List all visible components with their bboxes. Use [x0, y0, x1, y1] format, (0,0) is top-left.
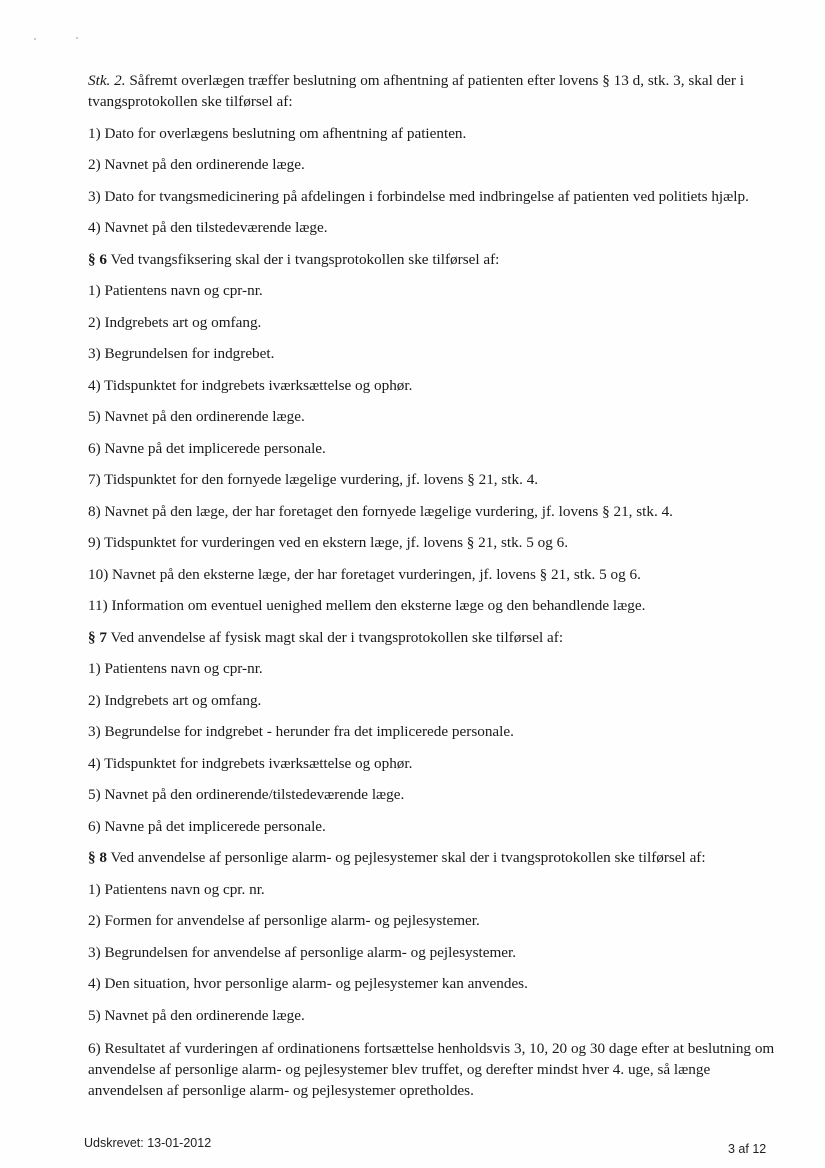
section-7-item: 1) Patientens navn og cpr-nr. [88, 660, 263, 677]
section-6-item: 2) Indgrebets art og omfang. [88, 313, 262, 331]
section-7-item: 4) Tidspunktet for indgrebets iværksættelse og ophør. [88, 754, 413, 772]
section-6-item: 9) Tidspunktet for vurderingen ved en ekstern læge, jf. lovens § 21, stk. 5 og 6. [88, 534, 569, 551]
section-8-item: 4) Den situation, hvor personlige alarm- og pejlesystemer kan anvendes. [88, 975, 528, 992]
stk2-paragraph [88, 70, 778, 112]
section-6-item: 3) Begrundelsen for indgrebet. [88, 345, 275, 362]
section-6-item: 11) Information om eventuel uenighed mellem den eksterne læge og den behandlende læge. [88, 597, 646, 614]
section-7-item: 2) Indgrebets art og omfang. [88, 691, 262, 709]
stk2-text: Såfremt overlægen træffer beslutning om afhentning af patienten efter lovens § 13 d, stk. 3, skal der i tvangsprotokollen ske tilførsel af: [88, 72, 744, 110]
section-8-label: § 8 [88, 849, 107, 866]
section-6-item: 7) Tidspunktet for den fornyede lægelige vurdering, jf. lovens § 21, stk. 4. [88, 471, 539, 488]
page-number: 3 af 12 [728, 1142, 767, 1156]
section-6-text: Ved tvangsfiksering skal der i tvangsprotokollen ske tilførsel af: [106, 250, 500, 268]
section-6-label: § 6 [88, 250, 107, 268]
section-6-item: 6) Navne på det implicerede personale. [88, 439, 326, 457]
section-6-item: 1) Patientens navn og cpr-nr. [88, 282, 263, 299]
section-6-item: 10) Navnet på den eksterne læge, der har foretaget vurderingen, jf. lovens § 21, stk. 5 og 6. [88, 565, 641, 583]
stk2-item: 1) Dato for overlægens beslutning om afhentning af patienten. [88, 124, 467, 142]
print-date: Udskrevet: 13-01-2012 [84, 1136, 212, 1150]
section-6-item: 4) Tidspunktet for indgrebets iværksættelse og ophør. [88, 376, 413, 394]
section-7-heading [88, 627, 778, 648]
stk2-label: Stk. 2. [88, 72, 126, 89]
stk2-item: 2) Navnet på den ordinerende læge. [88, 156, 305, 173]
section-7-item: 3) Begrundelse for indgrebet - herunder fra det implicerede personale. [88, 723, 514, 740]
section-6-heading [88, 249, 778, 270]
document-body [88, 70, 778, 1111]
scan-speck [76, 37, 78, 39]
section-6-item: 8) Navnet på den læge, der har foretaget den fornyede lægelige vurdering, jf. lovens § 21, stk. 4. [88, 502, 673, 520]
section-6-item: 5) Navnet på den ordinerende læge. [88, 408, 305, 425]
section-8-text: Ved anvendelse af personlige alarm- og pejlesystemer skal der i tvangsprotokollen ske tilførsel af: [106, 849, 706, 866]
scan-speck [34, 38, 36, 40]
section-8-item: 3) Begrundelsen for anvendelse af personlige alarm- og pejlesystemer. [88, 943, 517, 961]
section-7-item: 6) Navne på det implicerede personale. [88, 817, 326, 835]
section-8-heading [88, 847, 778, 868]
section-8-item: 5) Navnet på den ordinerende læge. [88, 1006, 305, 1024]
section-8-item: 1) Patientens navn og cpr. nr. [88, 880, 265, 898]
section-7-label: § 7 [88, 628, 107, 646]
section-7-text: Ved anvendelse af fysisk magt skal der i tvangsprotokollen ske tilførsel af: [106, 628, 564, 646]
stk2-item: 3) Dato for tvangsmedicinering på afdelingen i forbindelse med indbringelse af patienten ved politiets hjælp. [88, 187, 749, 205]
section-8-item: 2) Formen for anvendelse af personlige alarm- og pejlesystemer. [88, 912, 480, 929]
stk2-item: 4) Navnet på den tilstedeværende læge. [88, 219, 328, 236]
section-7-item: 5) Navnet på den ordinerende/tilstedeværende læge. [88, 786, 405, 803]
section-8-item: 6) Resultatet af vurderingen af ordinationens fortsættelse henholdsvis 3, 10, 20 og 30 dage efter at beslutning om anvendelse af personlige alarm- og pejlesystemer blev truffet, og derefter mindst hver 4. uge, så længe anvendelsen af personlige alarm- og pejlesystemer opretholdes. [88, 1039, 775, 1099]
